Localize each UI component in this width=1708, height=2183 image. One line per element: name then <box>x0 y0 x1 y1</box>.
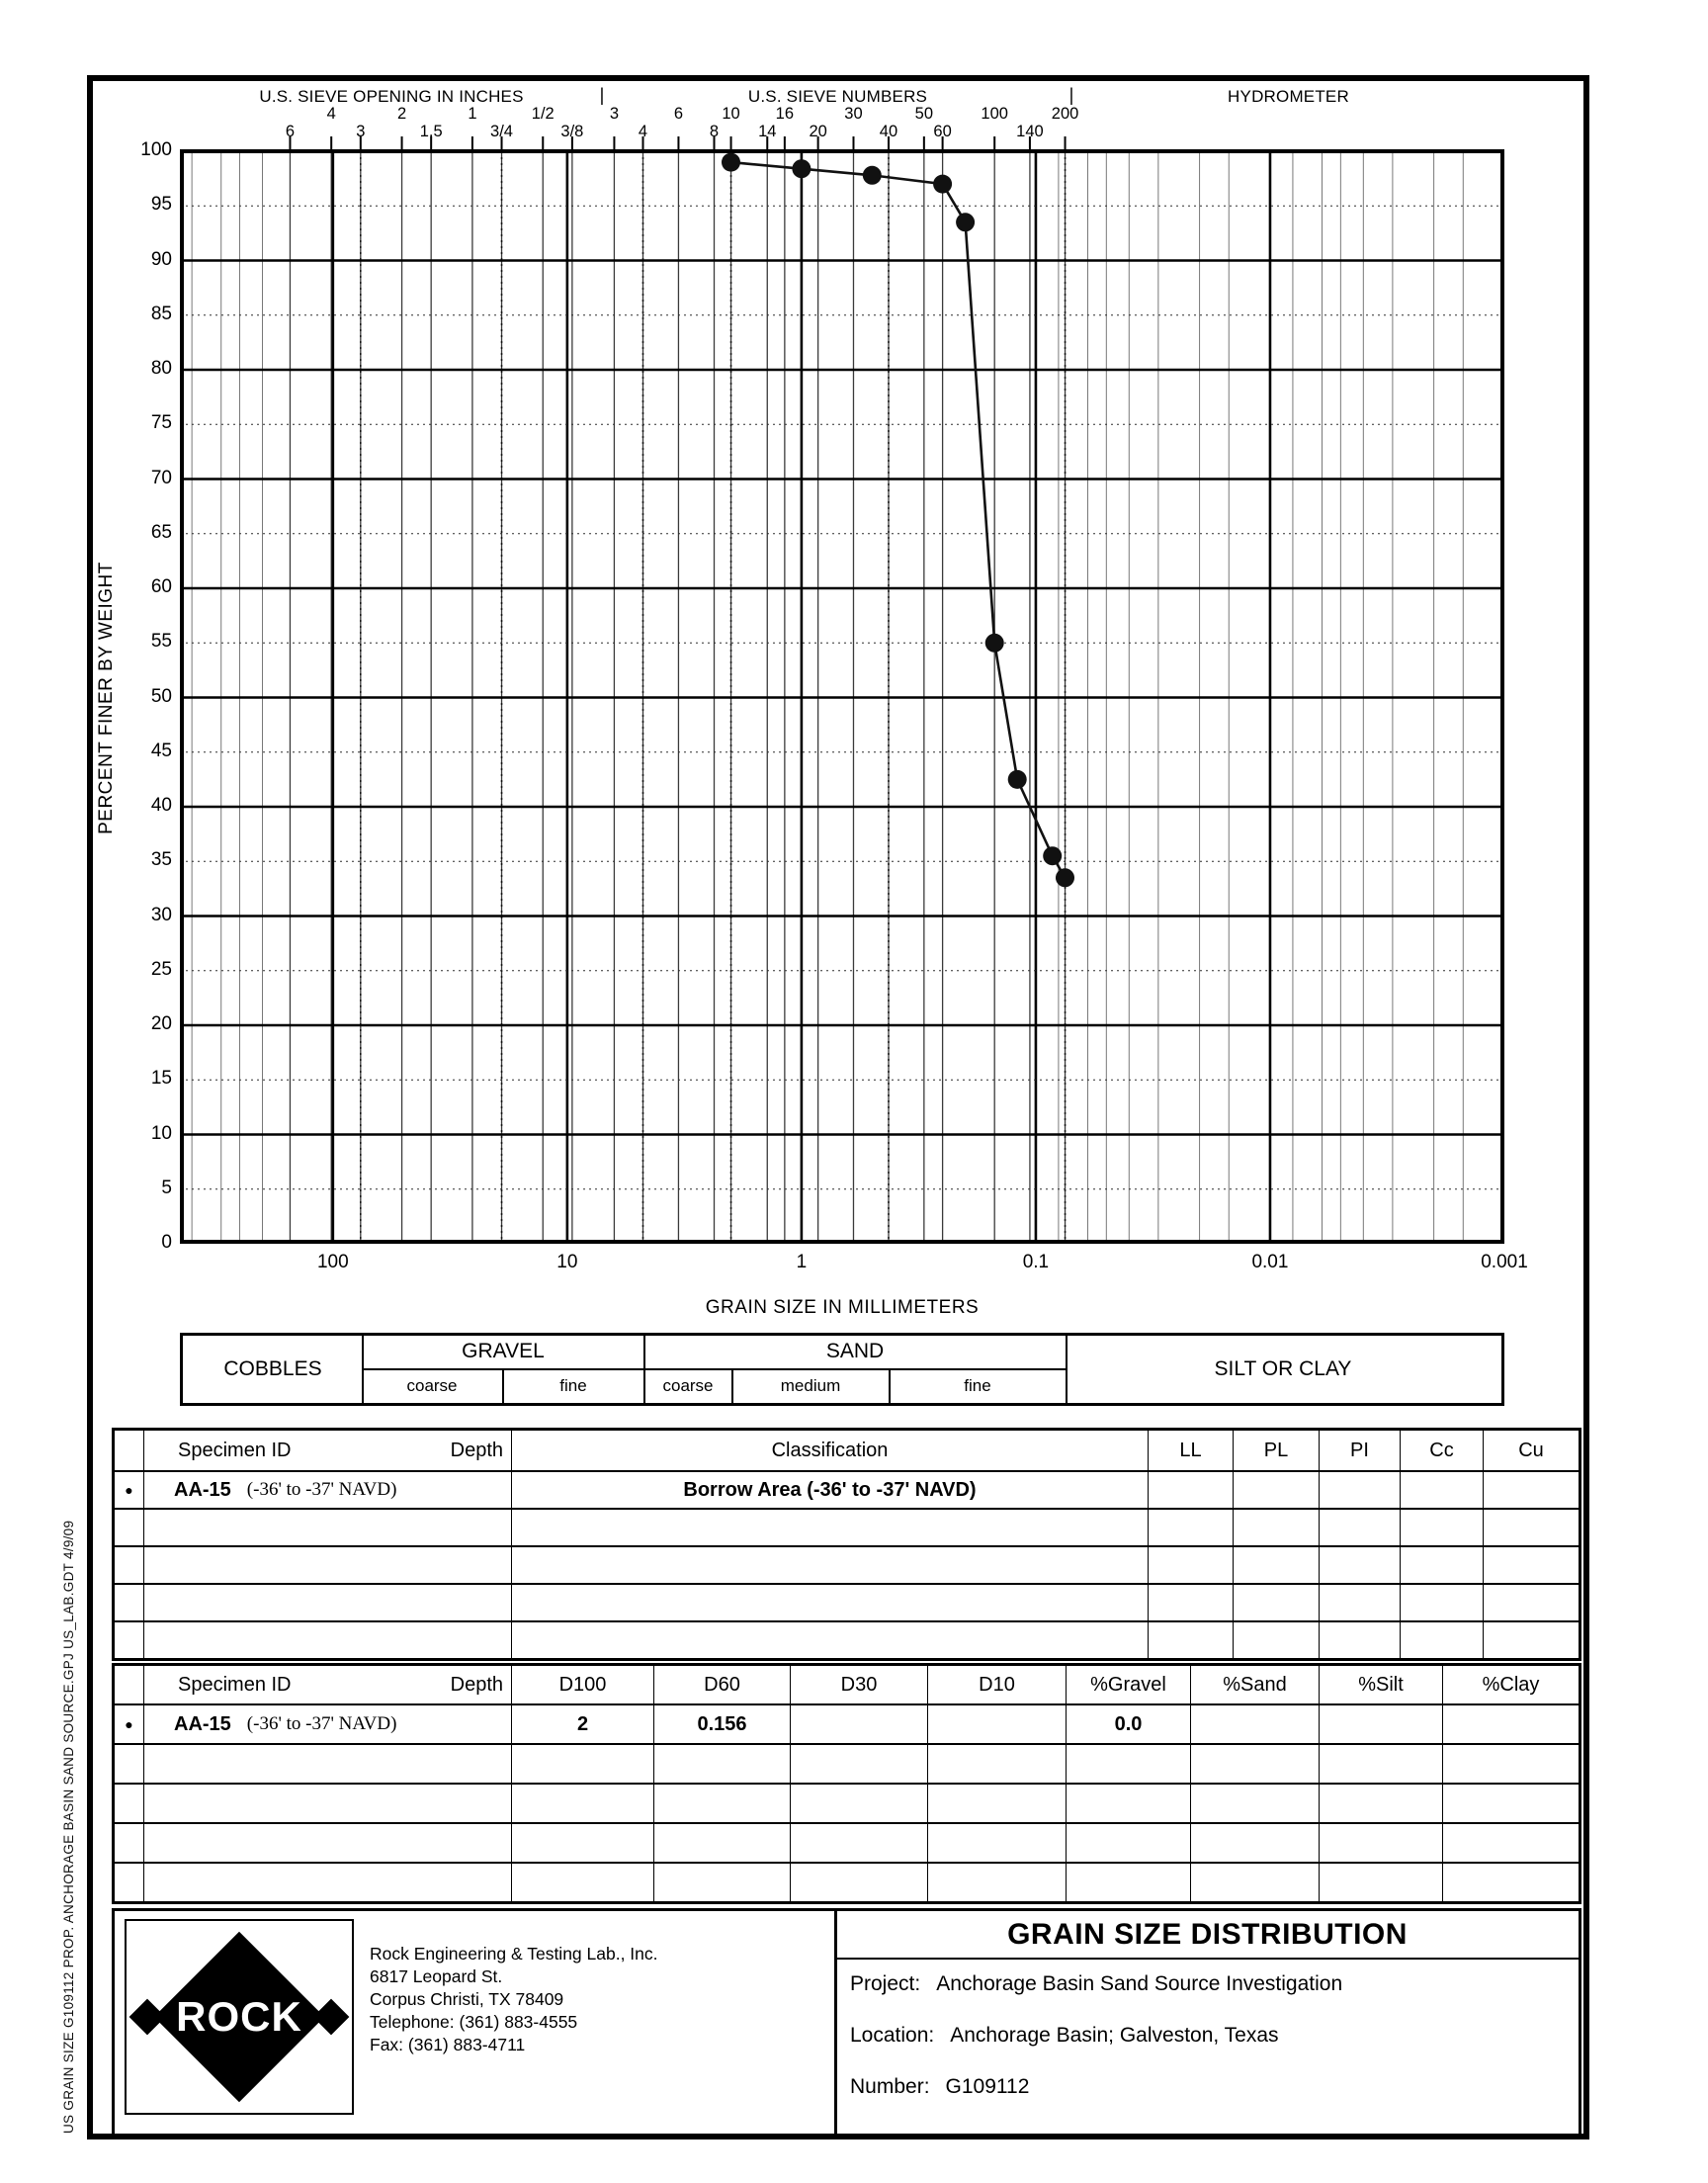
data-point-marker <box>722 153 740 172</box>
x-axis-title: GRAIN SIZE IN MILLIMETERS <box>705 1297 980 1318</box>
band-gravel-label: GRAVEL <box>462 1340 545 1362</box>
row-symbol: ● <box>115 1703 144 1743</box>
empty-cell <box>144 1620 512 1658</box>
empty-cell <box>144 1583 512 1620</box>
logo-wordmark: ROCK <box>176 1993 302 2040</box>
header-d60: D60 <box>654 1666 791 1703</box>
empty-cell <box>512 1783 654 1822</box>
band-divider <box>1066 1336 1068 1403</box>
band-gravel-coarse-label: coarse <box>406 1376 458 1395</box>
gradation-table-empty-row <box>115 1743 1579 1783</box>
empty-cell <box>1484 1620 1579 1658</box>
sieve-size-label: 200 <box>1051 105 1079 123</box>
empty-cell <box>512 1743 654 1783</box>
empty-cell <box>1149 1583 1234 1620</box>
data-point-marker <box>1043 846 1062 865</box>
pct-gravel-value: 0.0 <box>1067 1703 1191 1743</box>
empty-cell <box>791 1862 928 1901</box>
company-address-block <box>370 1943 658 2056</box>
empty-cell <box>1320 1583 1401 1620</box>
y-axis-tick-label: 35 <box>150 849 172 871</box>
header-cu: Cu <box>1518 1439 1544 1461</box>
d10-value <box>928 1703 1067 1743</box>
header-specimen-id: Specimen ID <box>178 1439 292 1461</box>
top-axis-separator-icon: | <box>599 85 605 105</box>
empty-cell <box>144 1545 512 1583</box>
x-axis-tick-label: 0.01 <box>1251 1252 1289 1272</box>
top-axis-group-sieve-numbers: U.S. SIEVE NUMBERS <box>747 87 928 106</box>
report-title: GRAIN SIZE DISTRIBUTION <box>836 1911 1579 1960</box>
empty-cell <box>1484 1545 1579 1583</box>
sieve-size-label: 3/4 <box>490 123 513 140</box>
location-field <box>850 2024 1279 2048</box>
sieve-size-label: 1 <box>468 105 477 123</box>
sieve-size-label: 100 <box>981 105 1008 123</box>
y-axis-tick-label: 15 <box>150 1068 172 1090</box>
classification-value: Borrow Area (-36' to -37' NAVD) <box>512 1470 1149 1508</box>
y-axis-tick-label: 50 <box>150 685 172 707</box>
sieve-size-label: 10 <box>722 105 740 123</box>
company-logo <box>125 1919 354 2115</box>
empty-cell <box>1443 1783 1579 1822</box>
specimen-depth-cell <box>144 1703 512 1743</box>
y-axis-tick-label: 90 <box>150 248 172 270</box>
sieve-size-label: 60 <box>933 123 952 140</box>
band-subdivider <box>889 1370 891 1403</box>
empty-cell <box>144 1783 512 1822</box>
project-field <box>850 1972 1342 1996</box>
data-point-marker <box>1056 868 1074 887</box>
empty-cell <box>512 1862 654 1901</box>
company-street: 6817 Leopard St. <box>370 1966 503 1986</box>
empty-cell <box>1320 1545 1401 1583</box>
header-pct-clay: %Clay <box>1482 1673 1540 1696</box>
x-axis-tick-label: 1 <box>796 1252 808 1272</box>
empty-cell <box>791 1783 928 1822</box>
empty-cell <box>654 1783 791 1822</box>
sieve-size-label: 4 <box>326 105 336 123</box>
classification-table <box>112 1428 1581 1661</box>
pct-sand-value <box>1191 1703 1320 1743</box>
ll-value <box>1149 1470 1234 1508</box>
band-sand-label: SAND <box>825 1340 885 1362</box>
sieve-size-label: 40 <box>879 123 898 140</box>
specimen-depth: (-36' to -37' NAVD) <box>246 1479 397 1500</box>
band-silt-clay-label: SILT OR CLAY <box>1214 1357 1352 1380</box>
empty-cell <box>1191 1743 1320 1783</box>
header-d10: D10 <box>928 1666 1067 1703</box>
specimen-id: AA-15 <box>174 1478 231 1501</box>
header-pct-sand: %Sand <box>1191 1666 1320 1703</box>
data-point-marker <box>863 166 882 185</box>
empty-cell <box>115 1862 144 1901</box>
y-axis-tick-label: 10 <box>150 1122 172 1144</box>
data-point-marker <box>1008 770 1027 789</box>
data-point-marker <box>956 213 975 231</box>
empty-cell <box>512 1545 1149 1583</box>
band-subdivider <box>731 1370 733 1403</box>
title-block <box>112 1908 1581 2138</box>
number-label: Number: <box>850 2075 930 2098</box>
empty-cell <box>115 1583 144 1620</box>
gradation-table <box>112 1663 1581 1904</box>
project-label: Project: <box>850 1972 921 1995</box>
empty-cell <box>1234 1508 1320 1545</box>
y-axis-tick-label: 40 <box>150 795 172 816</box>
soil-classification-band <box>180 1333 1504 1406</box>
empty-cell <box>1484 1508 1579 1545</box>
band-subdivider <box>502 1370 504 1403</box>
empty-cell <box>1191 1822 1320 1862</box>
empty-cell <box>1067 1862 1191 1901</box>
empty-cell <box>1067 1783 1191 1822</box>
empty-cell <box>1191 1862 1320 1901</box>
y-axis-tick-label: 80 <box>150 358 172 379</box>
y-axis-tick-label: 55 <box>150 631 172 653</box>
x-axis-tick-label: 100 <box>316 1252 349 1272</box>
top-axis-separator-icon: | <box>1068 85 1074 105</box>
header-classification: Classification <box>512 1431 1149 1470</box>
sieve-size-label: 1/2 <box>531 105 555 123</box>
y-axis-title: PERCENT FINER BY WEIGHT <box>96 562 117 834</box>
number-value: G109112 <box>945 2075 1030 2098</box>
band-gravel-fine-label: fine <box>559 1376 587 1395</box>
empty-cell <box>1149 1620 1234 1658</box>
empty-cell <box>115 1783 144 1822</box>
y-axis-tick-label: 0 <box>161 1232 172 1253</box>
band-sand-coarse-label: coarse <box>662 1376 714 1395</box>
empty-cell <box>928 1822 1067 1862</box>
pl-value <box>1234 1470 1320 1508</box>
header-cc: Cc <box>1401 1431 1484 1470</box>
empty-cell <box>1320 1862 1443 1901</box>
empty-cell <box>144 1822 512 1862</box>
empty-cell <box>115 1508 144 1545</box>
data-point-marker <box>933 175 952 194</box>
band-sand-fine-label: fine <box>964 1376 991 1395</box>
x-axis-tick-label: 0.1 <box>1022 1252 1050 1272</box>
empty-cell <box>1234 1583 1320 1620</box>
y-axis-tick-label: 25 <box>150 958 172 980</box>
pct-silt-value <box>1320 1703 1443 1743</box>
header-d30: D30 <box>791 1666 928 1703</box>
empty-cell <box>512 1508 1149 1545</box>
top-axis-group-hydrometer: HYDROMETER <box>1228 87 1349 106</box>
pi-value <box>1320 1470 1401 1508</box>
y-axis-tick-label: 100 <box>140 139 172 160</box>
sieve-size-label: 30 <box>844 105 863 123</box>
header-depth: Depth <box>450 1439 503 1461</box>
empty-cell <box>144 1508 512 1545</box>
empty-cell <box>654 1862 791 1901</box>
sidebar-filename-text: US GRAIN SIZE G109112 PROP. ANCHORAGE BASIN SAND SOURCE.GPJ US_LAB.GDT 4/9/09 <box>61 1520 76 2134</box>
specimen-depth-cell <box>144 1470 512 1508</box>
empty-cell <box>1443 1743 1579 1783</box>
gradation-table-empty-row <box>115 1783 1579 1822</box>
y-axis-tick-label: 65 <box>150 521 172 543</box>
header-symbol-column <box>115 1431 144 1470</box>
header-depth: Depth <box>450 1673 503 1696</box>
empty-cell <box>512 1822 654 1862</box>
empty-cell <box>654 1822 791 1862</box>
empty-cell <box>512 1583 1149 1620</box>
classification-table-empty-row <box>115 1620 1579 1658</box>
company-fax: Fax: (361) 883-4711 <box>370 2035 526 2054</box>
empty-cell <box>1401 1583 1484 1620</box>
sieve-size-label: 14 <box>758 123 777 140</box>
classification-table-empty-row <box>115 1508 1579 1545</box>
empty-cell <box>1191 1783 1320 1822</box>
header-symbol-column <box>115 1666 144 1703</box>
sieve-size-label: 3 <box>356 123 366 140</box>
sieve-size-label: 3/8 <box>560 123 584 140</box>
empty-cell <box>1320 1822 1443 1862</box>
gradation-table-header <box>115 1666 1579 1703</box>
header-specimen-depth <box>144 1431 512 1470</box>
empty-cell <box>1443 1822 1579 1862</box>
gradation-table-row <box>115 1703 1579 1743</box>
empty-cell <box>1067 1743 1191 1783</box>
empty-cell <box>791 1743 928 1783</box>
gradation-table-empty-row <box>115 1822 1579 1862</box>
y-axis-tick-label: 95 <box>150 194 172 216</box>
cc-value <box>1401 1470 1484 1508</box>
empty-cell <box>144 1743 512 1783</box>
empty-cell <box>1401 1508 1484 1545</box>
header-specimen-id: Specimen ID <box>178 1673 292 1696</box>
header-pi: PI <box>1320 1431 1401 1470</box>
y-axis-tick-label: 30 <box>150 904 172 925</box>
empty-cell <box>115 1743 144 1783</box>
sieve-size-label: 4 <box>638 123 648 140</box>
y-axis-tick-label: 45 <box>150 740 172 761</box>
d100-value: 2 <box>512 1703 654 1743</box>
empty-cell <box>115 1822 144 1862</box>
empty-cell <box>1401 1620 1484 1658</box>
gradation-table-empty-row <box>115 1862 1579 1901</box>
y-axis-tick-label: 60 <box>150 576 172 597</box>
header-pl: PL <box>1234 1431 1320 1470</box>
empty-cell <box>1149 1508 1234 1545</box>
header-pct-silt: %Silt <box>1320 1666 1443 1703</box>
classification-table-empty-row <box>115 1583 1579 1620</box>
y-axis-tick-label: 20 <box>150 1013 172 1034</box>
sieve-size-label: 2 <box>396 105 407 123</box>
empty-cell <box>928 1862 1067 1901</box>
y-axis-tick-label: 85 <box>150 303 172 324</box>
company-city: Corpus Christi, TX 78409 <box>370 1989 564 2009</box>
company-name: Rock Engineering & Testing Lab., Inc. <box>370 1944 658 1964</box>
empty-cell <box>1320 1508 1401 1545</box>
header-pct-gravel: %Gravel <box>1067 1666 1191 1703</box>
classification-table-row <box>115 1470 1579 1508</box>
empty-cell <box>144 1862 512 1901</box>
empty-cell <box>512 1620 1149 1658</box>
sieve-size-label: 6 <box>285 123 296 140</box>
empty-cell <box>1234 1620 1320 1658</box>
empty-cell <box>928 1743 1067 1783</box>
data-point-marker <box>985 634 1004 653</box>
sieve-size-label: 8 <box>709 123 720 140</box>
empty-cell <box>1320 1620 1401 1658</box>
data-point-marker <box>792 159 811 178</box>
empty-cell <box>1443 1862 1579 1901</box>
classification-table-header <box>115 1431 1579 1470</box>
d30-value <box>791 1703 928 1743</box>
sieve-size-label: 140 <box>1016 123 1044 140</box>
number-field <box>850 2075 1029 2099</box>
d60-value: 0.156 <box>654 1703 791 1743</box>
grain-size-distribution-plot <box>180 133 1504 1244</box>
project-value: Anchorage Basin Sand Source Investigation <box>936 1972 1343 1995</box>
empty-cell <box>1484 1583 1579 1620</box>
sieve-size-label: 20 <box>809 123 827 140</box>
y-axis-tick-label: 75 <box>150 412 172 434</box>
location-value: Anchorage Basin; Galveston, Texas <box>950 2024 1279 2047</box>
x-axis-tick-label: 0.001 <box>1481 1252 1528 1272</box>
top-axis-group-sieve-inches: U.S. SIEVE OPENING IN INCHES <box>259 87 524 106</box>
header-ll: LL <box>1149 1431 1234 1470</box>
sieve-size-label: 6 <box>673 105 684 123</box>
y-axis-tick-label: 5 <box>161 1177 172 1198</box>
sieve-size-label: 3 <box>609 105 620 123</box>
band-sand-medium-label: medium <box>780 1376 841 1395</box>
empty-cell <box>1401 1545 1484 1583</box>
cu-value <box>1484 1470 1579 1508</box>
sieve-size-label: 16 <box>775 105 795 123</box>
header-d100: D100 <box>512 1666 654 1703</box>
empty-cell <box>1320 1783 1443 1822</box>
specimen-depth: (-36' to -37' NAVD) <box>246 1713 397 1734</box>
empty-cell <box>654 1743 791 1783</box>
empty-cell <box>1234 1545 1320 1583</box>
empty-cell <box>115 1545 144 1583</box>
empty-cell <box>928 1783 1067 1822</box>
sieve-size-label: 50 <box>914 105 934 123</box>
pct-clay-value <box>1443 1703 1579 1743</box>
header-specimen-depth <box>144 1666 512 1703</box>
y-axis-tick-label: 70 <box>150 467 172 488</box>
empty-cell <box>1149 1545 1234 1583</box>
empty-cell <box>1067 1822 1191 1862</box>
x-axis-tick-label: 10 <box>556 1252 578 1272</box>
empty-cell <box>1320 1743 1443 1783</box>
band-mid-line <box>362 1368 1066 1370</box>
empty-cell <box>115 1620 144 1658</box>
band-cobbles-label: COBBLES <box>223 1357 322 1380</box>
sieve-size-label: 1.5 <box>419 123 443 140</box>
row-symbol: ● <box>115 1470 144 1508</box>
empty-cell <box>791 1822 928 1862</box>
classification-table-empty-row <box>115 1545 1579 1583</box>
specimen-id: AA-15 <box>174 1712 231 1735</box>
location-label: Location: <box>850 2024 935 2047</box>
company-telephone: Telephone: (361) 883-4555 <box>370 2012 578 2032</box>
